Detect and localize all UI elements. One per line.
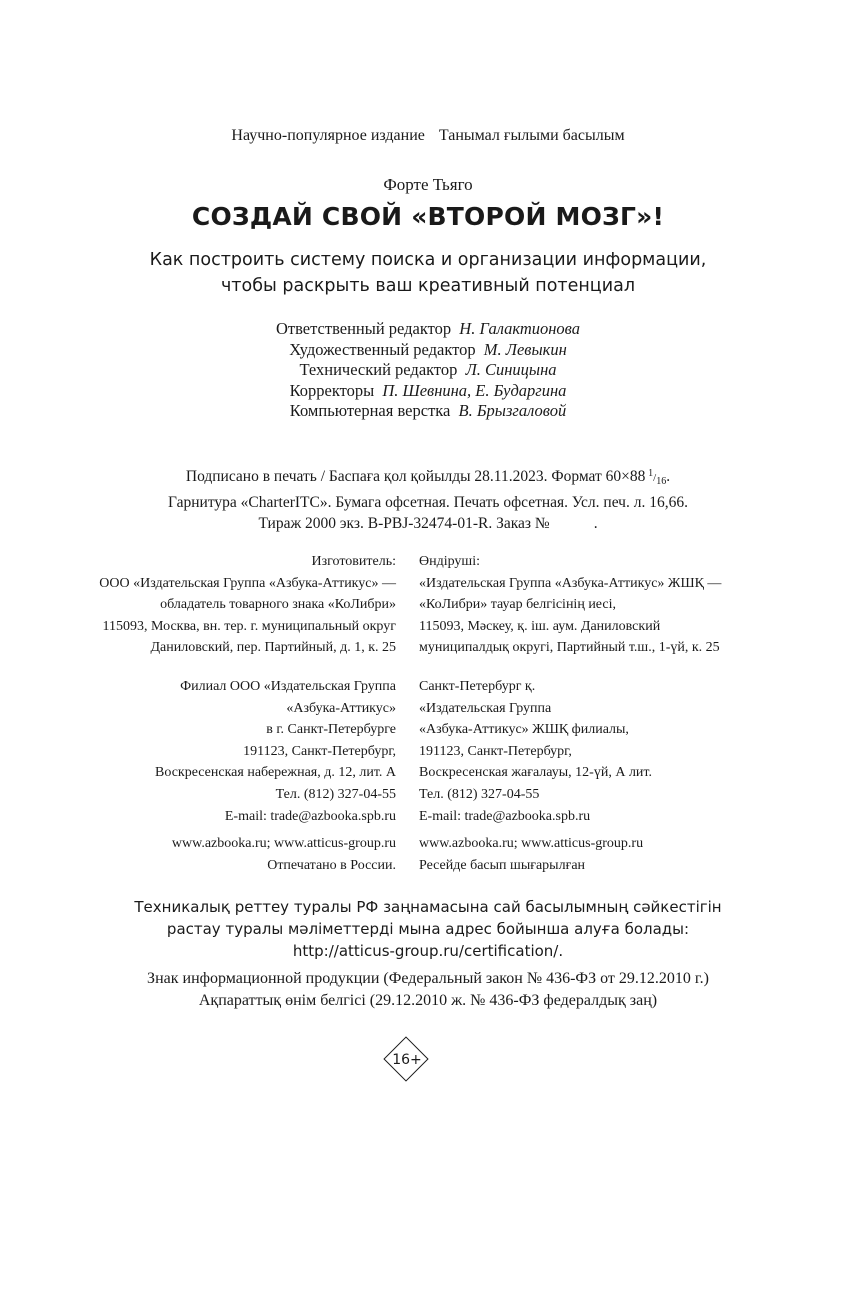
credit-name: М. Левыкин bbox=[483, 339, 567, 359]
credit-name: П. Шевнина, Е. Бударгина bbox=[382, 380, 567, 400]
print-line: Подписано в печать / Баспаға қол қойылды 28.11.2023. Формат 60×88 $^1/_{16}$. bbox=[185, 468, 671, 487]
manufacturer-kz: Өндіруші: «Издательская Группа «Азбука-Аттикус» ЖШҚ — «КоЛибри» тауар белгісінің иесі, 115093, Мәскеу, қ. іш. аум. Даниловский муниципалдық округі, Партийный т.ш., 1-үй, к. 25 bbox=[419, 554, 722, 656]
credit-role: Компьютерная верстка bbox=[289, 401, 451, 421]
edition-kz: Танымал ғылыми басылым bbox=[438, 127, 625, 144]
credit-role: Технический редактор bbox=[299, 360, 458, 380]
credit-name: Л. Синицына bbox=[465, 360, 557, 380]
format-fraction: $^1/_{16}$ bbox=[648, 468, 667, 487]
credit-role: Ответственный редактор bbox=[275, 319, 452, 338]
book-title: СОЗДАЙ СВОЙ «ВТОРОЙ МОЗГ»! bbox=[191, 202, 665, 231]
print-line: Гарнитура «CharterITC». Бумага офсетная. Печать офсетная. Усл. печ. л. 16,66. bbox=[168, 494, 688, 511]
branch-kz: Санкт-Петербург қ. «Издательская Группа «Азбука-Аттикус» ЖШҚ филиалы, 191123, Санкт-Петербург, Воскресенская жағалауы, 12-үй, А лит. Тел. (812) 327-04-55 E-mail: trade@azbooka.spb.ru bbox=[419, 679, 652, 824]
age-rating-badge bbox=[384, 1037, 430, 1083]
book-subtitle bbox=[0, 247, 856, 299]
subtitle-line: Как построить систему поиска и организации информации, bbox=[149, 250, 707, 270]
author: Форте Тьяго bbox=[383, 175, 473, 194]
credit-row bbox=[0, 360, 856, 381]
print-line: Тираж 2000 экз. B-PBJ-32474-01-R. Заказ № . bbox=[258, 515, 598, 532]
credit-role: Художественный редактор bbox=[289, 339, 476, 359]
credit-row bbox=[0, 340, 856, 361]
website-links: www.azbooka.ru; www.atticus-group.ru bbox=[171, 836, 396, 851]
branch-ru: Филиал ООО «Издательская Группа «Азбука-Аттикус» в г. Санкт-Петербурге 191123, Санкт-Петербург, Воскресенская набережная, д. 12, лит. А Тел. (812) 327-04-55 E-mail: trade@azbooka.spb.ru bbox=[155, 679, 396, 824]
credit-name: В. Брызгаловой bbox=[458, 401, 567, 421]
subtitle-line: чтобы раскрыть ваш креативный потенциал bbox=[220, 276, 636, 296]
edition-type bbox=[0, 127, 856, 145]
age-rating: 16+ bbox=[392, 1052, 422, 1068]
web-ru: www.azbooka.ru; www.atticus-group.ru Отпечатано в России. bbox=[172, 833, 396, 876]
web-kz: www.azbooka.ru; www.atticus-group.ru Ресейде басып шығарылған bbox=[419, 833, 643, 876]
credit-role: Корректоры bbox=[289, 380, 375, 400]
website-links: www.azbooka.ru; www.atticus-group.ru bbox=[419, 836, 644, 851]
manufacturer-ru: Изготовитель: ООО «Издательская Группа «Азбука-Аттикус» — обладатель товарного знака «КоЛибри» 115093, Москва, вн. тер. г. муниципальный округ Даниловский, пер. Партийный, д. 1, к. 25 bbox=[99, 554, 396, 656]
info-product-sign: Знак информационной продукции (Федеральный закон № 436-ФЗ от 29.12.2010 г.) Ақпараттық өнім белгісі (29.12.2010 ж. № 436-ФЗ федералдық заң) bbox=[147, 970, 709, 1009]
certification-url: http://atticus-group.ru/certification/. bbox=[292, 942, 564, 960]
credit-row bbox=[0, 319, 856, 340]
print-info bbox=[0, 463, 856, 534]
credit-row bbox=[0, 401, 856, 422]
credits bbox=[0, 319, 856, 422]
edition-ru: Научно-популярное издание bbox=[231, 127, 425, 144]
credit-name: Н. Галактионова bbox=[459, 319, 580, 338]
certification-note: Техникалық реттеу туралы РФ заңнамасына сай басылымның сәйкестігін растау туралы мәліметтерді мына адрес бойынша алуға болады: http://atticus-group.ru/certification/. bbox=[0, 896, 856, 962]
credit-row bbox=[0, 381, 856, 402]
